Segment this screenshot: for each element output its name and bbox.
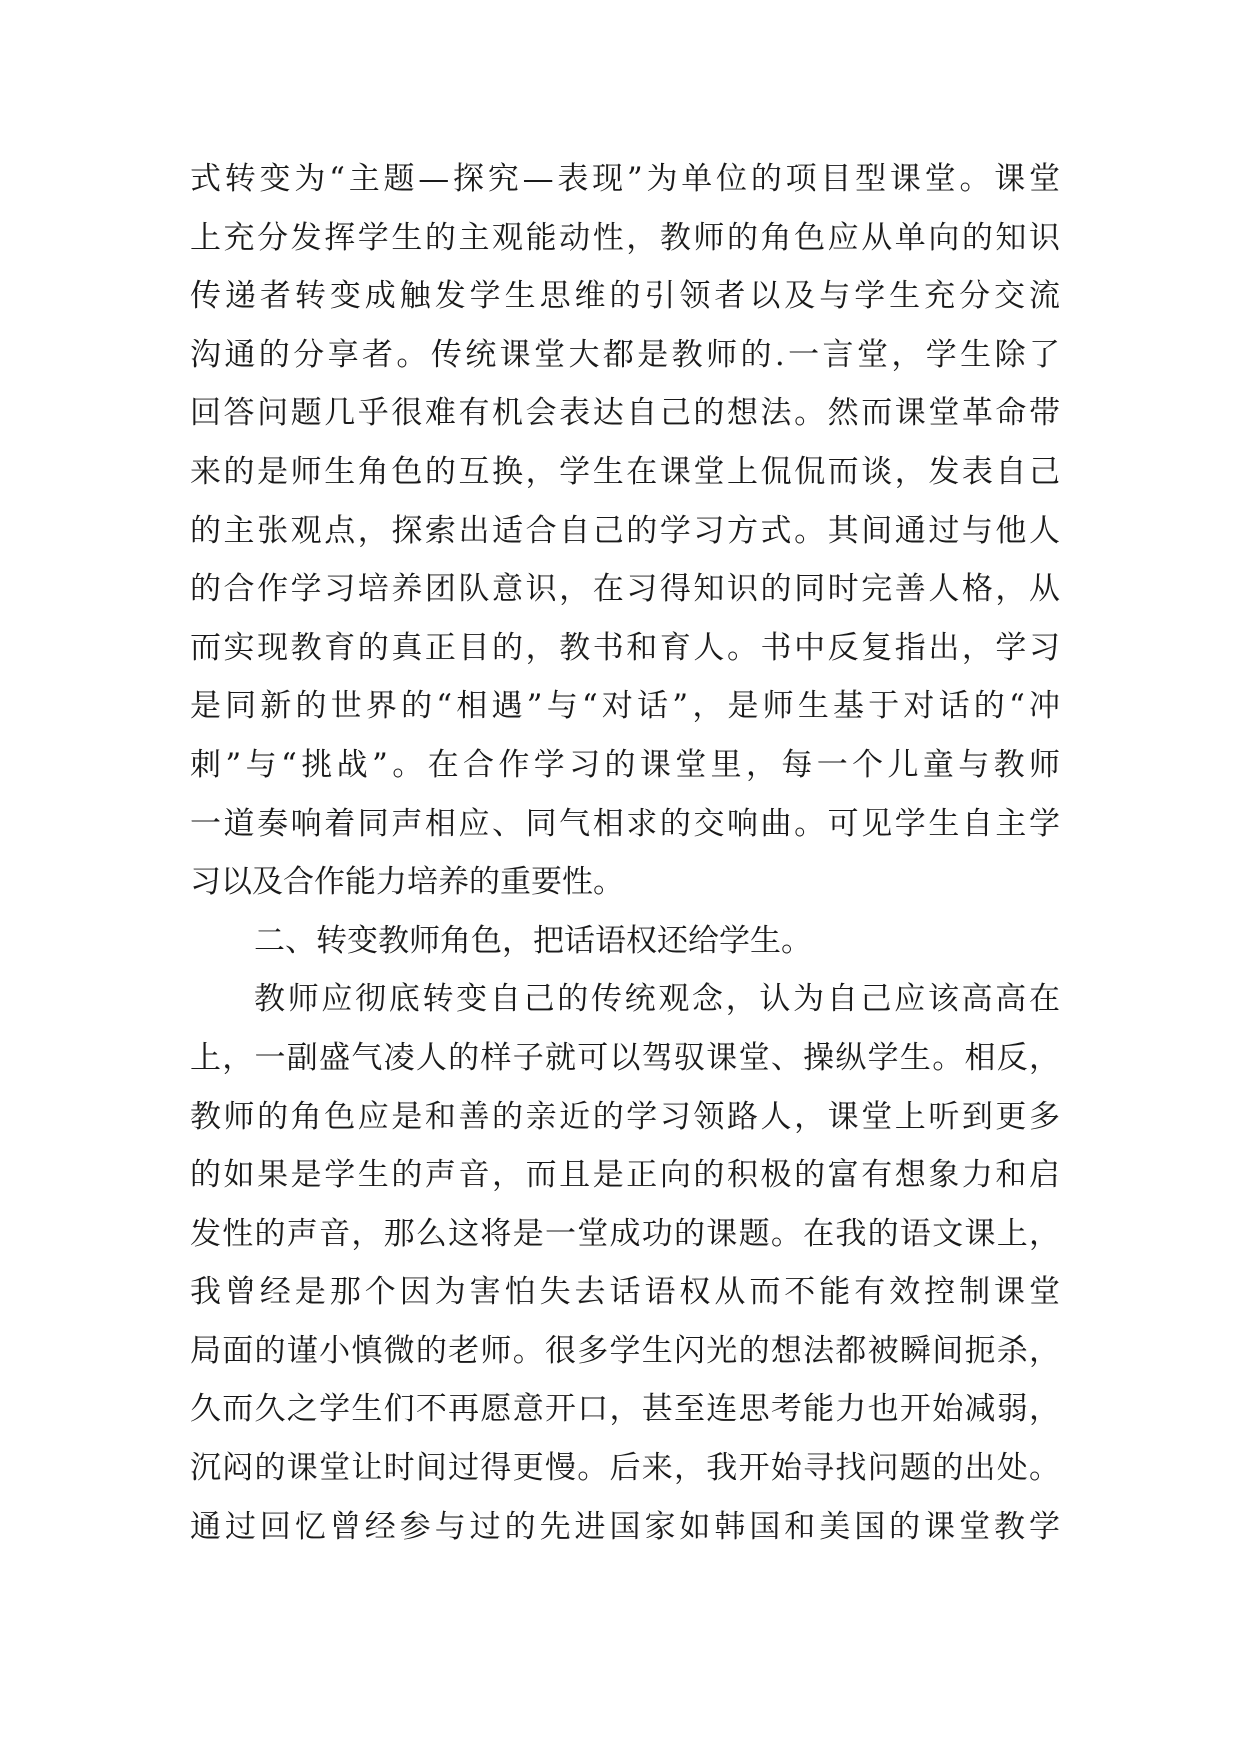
text-line: 上，一副盛气凌人的样子就可以驾驭课堂、操纵学生。相反， <box>190 1039 1060 1076</box>
text-line: 的主张观点，探索出适合自己的学习方式。其间通过与他人 <box>190 512 1060 549</box>
text-line: 传递者转变成触发学生思维的引领者以及与学生充分交流 <box>190 278 1060 315</box>
text-line: 沉闷的课堂让时间过得更慢。后来，我开始寻找问题的出处。 <box>190 1450 1060 1487</box>
text-line: 是同新的世界的“相遇”与“对话”，是师生基于对话的“冲 <box>190 688 1060 725</box>
text-line: 回答问题几乎很难有机会表达自己的想法。然而课堂革命带 <box>190 395 1060 432</box>
text-line: 上充分发挥学生的主观能动性，教师的角色应从单向的知识 <box>190 219 1060 256</box>
text-line: 沟通的分享者。传统课堂大都是教师的.一言堂，学生除了 <box>190 336 1060 373</box>
body-text <box>190 150 1060 1556</box>
text-line: 通过回忆曾经参与过的先进国家如韩国和美国的课堂教学 <box>190 1508 1060 1545</box>
text-line: 刺”与“挑战”。在合作学习的课堂里，每一个儿童与教师 <box>190 746 1060 783</box>
text-line: 习以及合作能力培养的重要性。 <box>190 864 624 901</box>
text-line: 一道奏响着同声相应、同气相求的交响曲。可见学生自主学 <box>190 805 1060 842</box>
text-line: 教师的角色应是和善的亲近的学习领路人，课堂上听到更多 <box>190 1098 1060 1135</box>
text-line: 局面的谨小慎微的老师。很多学生闪光的想法都被瞬间扼杀， <box>190 1332 1060 1369</box>
section-heading: 二、转变教师角色，把话语权还给学生。 <box>254 922 812 959</box>
text-line: 我曾经是那个因为害怕失去话语权从而不能有效控制课堂 <box>190 1274 1060 1311</box>
text-line: 来的是师生角色的互换，学生在课堂上侃侃而谈，发表自己 <box>190 453 1060 490</box>
text-line: 的如果是学生的声音，而且是正向的积极的富有想象力和启 <box>190 1157 1060 1194</box>
text-line: 的合作学习培养团队意识，在习得知识的同时完善人格，从 <box>190 571 1060 608</box>
text-line: 式转变为“主题—探究—表现”为单位的项目型课堂。课堂 <box>190 161 1060 197</box>
text-line: 教师应彻底转变自己的传统观念，认为自己应该高高在 <box>254 981 1060 1018</box>
text-line: 而实现教育的真正目的，教书和育人。书中反复指出，学习 <box>190 629 1060 666</box>
text-line: 发性的声音，那么这将是一堂成功的课题。在我的语文课上， <box>190 1215 1060 1252</box>
text-line: 久而久之学生们不再愿意开口，甚至连思考能力也开始减弱， <box>190 1391 1060 1428</box>
